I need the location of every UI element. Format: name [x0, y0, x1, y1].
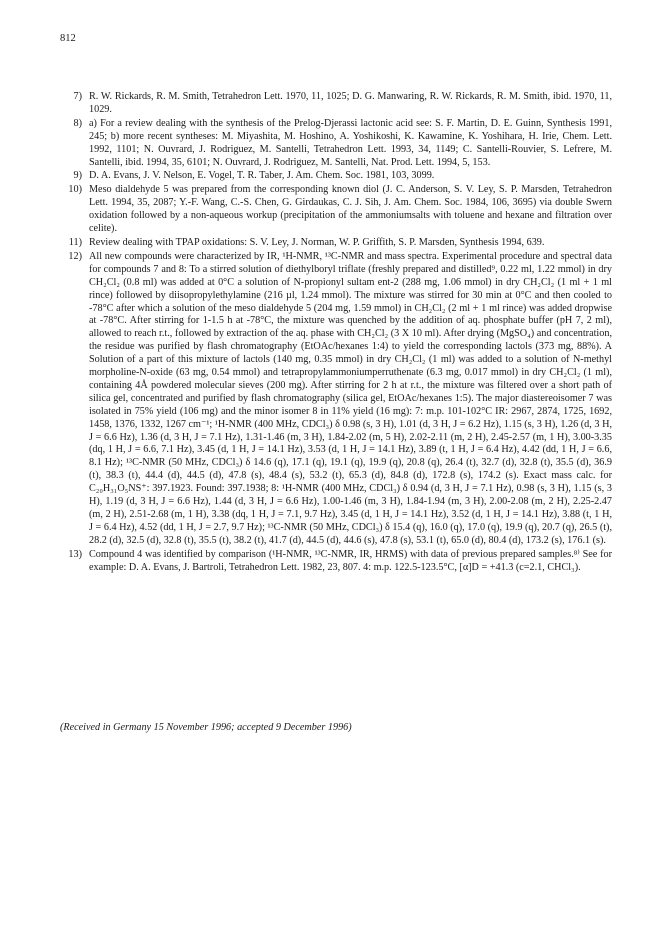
page-number: 812 [60, 33, 76, 44]
reference-number: 9) [73, 170, 82, 182]
reference-note [60, 184, 612, 236]
reference-note [60, 91, 612, 117]
references-list [60, 91, 612, 576]
reference-text: D. A. Evans, J. V. Nelson, E. Vogel, T. R. Taber, J. Am. Chem. Soc. 1981, 103, 3099. [89, 170, 435, 182]
reference-number: 13) [68, 548, 82, 560]
reference-note [60, 251, 612, 548]
reference-number: 8) [73, 117, 82, 129]
reference-number: 7) [73, 91, 82, 102]
received-dates: (Received in Germany 15 November 1996; accepted 9 December 1996) [60, 722, 352, 733]
reference-number: 11) [68, 236, 82, 248]
reference-text: a) For a review dealing with the synthesis of the Prelog-Djerassi lactonic acid see: S. F. Martin, D. E. Guinn, Synthesis 1991, 245; b) more recent syntheses: M. Miyashita, M. Hoshino, A. Yoshikoshi, K. Kawamine, K. Yoshihara, H. Irie, Chem. Lett. 1992, 1101; N. Ouvrard, J. Rodriguez, M. Santelli, Tetrahedron Lett. 1993, 34, 1149; C. Santelli-Rouvier, S. Lefrere, M. Santelli, ibid. 1994, 35, 6101; N. Ouvrard, J. Rodriguez, M. Santelli, Nat. Prod. Lett. 1994, 5, 153. [89, 117, 612, 168]
reference-number: 12) [68, 250, 82, 262]
reference-text: R. W. Rickards, R. M. Smith, Tetrahedron Lett. 1970, 11, 1025; D. G. Manwaring, R. W. Rickards, R. M. Smith, ibid. 1970, 11, 1029. [89, 91, 612, 115]
reference-text: Review dealing with TPAP oxidations: S. V. Ley, J. Norman, W. P. Griffith, S. P. Marsden, Synthesis 1994, 639. [89, 236, 545, 248]
reference-note [60, 170, 612, 183]
reference-text: Compound 4 was identified by comparison (¹H-NMR, ¹³C-NMR, IR, HRMS) with data of previous prepared samples.⁸⁾ See for example: D. A. Evans, J. Bartroli, Tetrahedron Lett. 1982, 23, 807. 4: m.p. 122.5-123.5°C, [α]D = +41.3 (c=2.1, CHCl₃). [89, 548, 612, 573]
reference-note [60, 118, 612, 170]
reference-number: 10) [68, 184, 82, 196]
reference-note [60, 237, 612, 250]
reference-text: All new compounds were characterized by IR, ¹H-NMR, ¹³C-NMR and mass spectra. Experimental procedure and spectral data for compounds 7 and 8: To a stirred solution of diethylboryl triflate (freshly prepared and distilled⁹, 0.22 ml, 1.22 mmol) in dry CH₂Cl₂ (0.8 ml) was added at 0°C a solution of N-propionyl sultam ent-2 (288 mg, 1.06 mmol) in dry CH₂Cl₂ (1 ml + 1 ml rince) followed by diisopropylethylamine (216 µl, 1.24 mmol). The mixture was stirred for 30 min at 0°C and then cooled to -78°C after which a solution of the meso dialdehyde 5 (204 mg, 1.59 mmol) in CH₂Cl₂ (2 ml + 1 ml rince) was added dropwise at -78°C. After stirring for 1-1.5 h at -78°C, the mixture was quenched by the addition of aq. phosphate buffer (pH 7, 2 ml), allowed to reach r.t., followed by extraction of the aq. phase with CH₂Cl₂ (3 X 10 ml). After drying (MgSO₄) and concentration, the residue was purified by flash chromatography (EtOAc/hexanes 1:4) to yield the corresponding lactols (373 mg, 88%). A Solution of a part of this mixture of lactols (140 mg, 0.35 mmol) in dry CH₂Cl₂ (1 ml) was added to a solution of N-methyl morpholine-N-oxide (63 mg, 0.54 mmol) and tetrapropylammoniumperruthenate (6.3 mg, 0.017 mmol) in dry CH₂Cl₂ (1 ml), containing 4Å powdered molecular sieves (200 mg). After stirring for 2 h at r.t., the mixture was filtered over a short path of silica gel, concentrated and purified by flash chromatography (silica gel, EtOAc/hexanes 1:5). The major diastereoisomer 7 was isolated in 75% yield (106 mg) and the minor isomer 8 in 11% yield (16 mg): 7: m.p. 101-102°C IR: 2967, 2874, 1725, 1692, 1458, 1376, 1332, 1267 cm⁻¹; ¹H-NMR (400 MHz, CDCl₃) δ 0.98 (s, 3 H), 1.01 (d, 3 H, J = 6.2 Hz), 1.15 (s, 3 H), 1.26 (d, 3 H, J = 6.6 Hz), 1.36 (d, 3 H, J = 7.1 Hz), 1.31-1.46 (m, 3 H), 1.84-2.02 (m, 5 H), 2.02-2.11 (m, 2 H), 2.45-2.57 (m, 1 H), 3.00-3.35 (dq, 1 H, J = 6.6, 7.1 Hz), 3.45 (d, 1 H, J = 14.1 Hz), 3.53 (d, 1 H, J = 14.1 Hz), 3.89 (t, 1 H, J = 6.4 Hz), 4.42 (dd, 1 H, J = 6.6, 8.1 Hz); ¹³C-NMR (50 MHz, CDCl₃) δ 14.6 (q), 17.1 (q), 19.1 (q), 19.9 (q), 20.8 (q), 26.4 (t), 32.7 (d), 32.8 (t), 35.5 (d), 36.9 (t), 38.3 (t), 44.4 (d), 44.5 (d), 47.8 (s), 48.4 (s), 53.2 (t), 65.3 (d), 84.8 (d), 172.8 (s), 174.2 (s). Exact mass calc. for C₂₀H₃₁O₅NS⁺: 397.1923. Found: 397.1938; 8: ¹H-NMR (400 MHz, CDCl₃) δ 0.94 (d, 3 H, J = 7.1 Hz), 0.98 (s, 3 H), 1.15 (s, 3 H), 1.19 (d, 3 H, J = 6.6 Hz), 1.44 (d, 3 H, J = 6.6 Hz), 1.00-1.46 (m, 3 H), 1.84-1.94 (m, 3 H), 2.00-2.08 (m, 2 H), 2.25-2.47 (m, 2 H), 2.51-2.68 (m, 1 H), 3.38 (dq, 1 H, J = 7.1, 9.7 Hz), 3.45 (d, 1 H, J = 14.1 Hz), 3.52 (d, 1 H, J = 14.1 Hz), 3.88 (t, 1 H, J = 6.4 Hz), 4.52 (dd, 1 H, J = 2.7, 9.7 Hz); ¹³C-NMR (50 MHz, CDCl₃) δ 15.4 (q), 16.0 (q), 17.0 (q), 19.9 (q), 20.7 (q), 26.5 (t), 28.2 (d), 32.5 (d), 32.8 (t), 35.5 (t), 38.2 (t), 41.7 (d), 44.5 (d), 44.6 (s), 47.8 (s), 53.1 (t), 65.0 (d), 80.4 (d), 173.2 (s), 176.1 (s). [89, 250, 612, 546]
reference-note [60, 549, 612, 575]
reference-text: Meso dialdehyde 5 was prepared from the corresponding known diol (J. C. Anderson, S. V. Ley, S. P. Marsden, Tetrahedron Lett. 1994, 35, 2087; Y.-F. Wang, C.-S. Chen, G. Girdaukas, C. J. Sih, J. Am. Chem. Soc. 1984, 106, 3695) via double Swern oxidation followed by a non-aqueous workup (precipitation of the ammoniumsalts with toluene and hexane and filtration over celite). [89, 184, 612, 235]
